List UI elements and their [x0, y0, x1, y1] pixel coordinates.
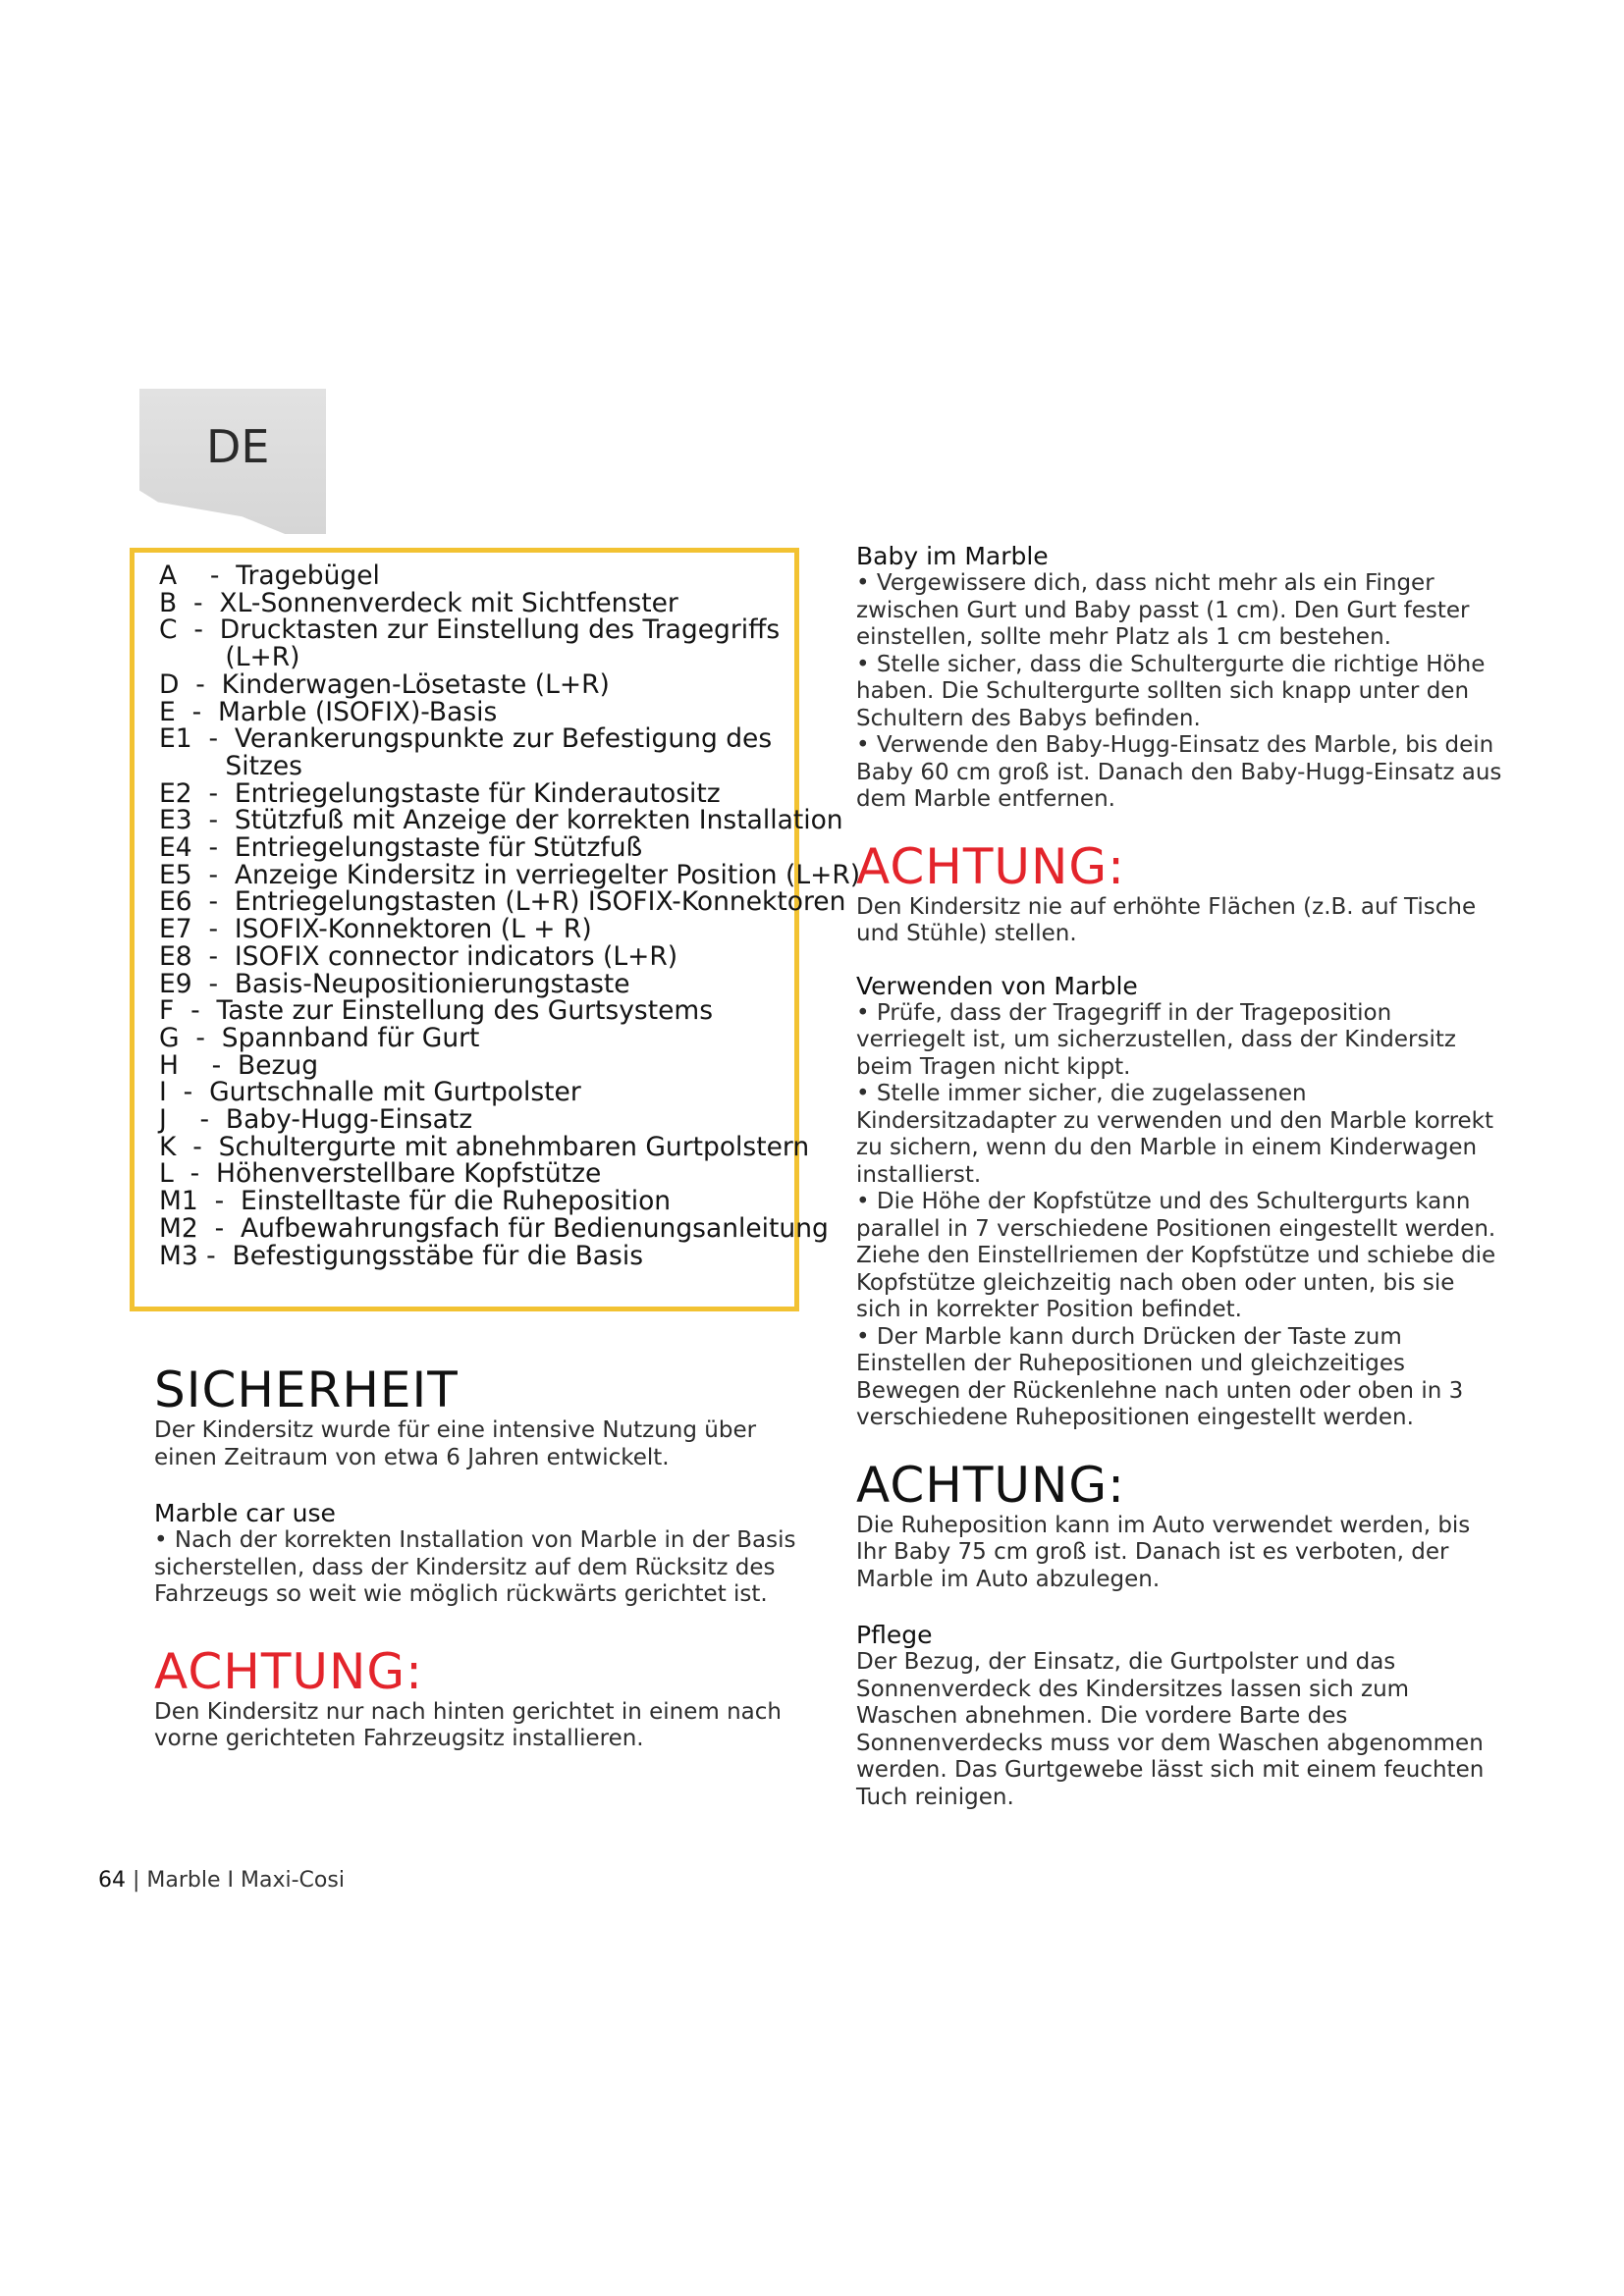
footer-separator: | — [133, 1868, 140, 1893]
parts-list-item: I - Gurtschnalle mit Gurtpolster — [159, 1077, 581, 1108]
parts-list-item: (L+R) — [159, 642, 300, 673]
parts-list-item: G - Spannband für Gurt — [159, 1022, 480, 1053]
baby-heading: Baby im Marble — [856, 542, 1049, 570]
parts-list-item: Sitzes — [159, 750, 302, 781]
parts-list-item: K - Schultergurte mit abnehmbaren Gurtpolstern — [159, 1131, 810, 1162]
warning-text-2: Die Ruheposition kann im Auto verwendet werden, bis Ihr Baby 75 cm groß ist. Danach ist es verboten, der Marble im Auto abzulegen. — [856, 1512, 1471, 1592]
warning-text-1: Den Kindersitz nie auf erhöhte Flächen (z.B. auf Tische und Stühle) stellen. — [856, 893, 1477, 946]
car-use-text: • Nach der korrekten Installation von Marble in der Basis sicherstellen, dass der Kindersitz auf dem Rücksitz des Fahrzeugs so weit wie möglich rückwärts gerichtet ist. — [154, 1527, 796, 1607]
parts-list-item: E8 - ISOFIX connector indicators (L+R) — [159, 940, 678, 972]
use-text — [856, 1000, 1504, 1432]
care-text: Der Bezug, der Einsatz, die Gurtpolster und das Sonnenverdeck des Kindersitzes lassen sich zum Waschen abnehmen. Die vordere Barte des Sonnenverdecks muss vor dem Waschen abgenommen werden. Das Gurtgewebe lässt sich mit einem feuchten Tuch reinigen. — [856, 1649, 1485, 1810]
warning-heading-2: ACHTUNG: — [856, 1456, 1125, 1514]
parts-list — [159, 561, 861, 1271]
parts-list-item: L - Höhenverstellbare Kopfstütze — [159, 1158, 602, 1190]
parts-list-item: E4 - Entriegelungstaste für Stützfuß — [159, 832, 643, 864]
use-bullet: • Prüfe, dass der Tragegriff in der Trageposition verriegelt ist, um sicherzustellen, dass der Kindersitz beim Tragen nicht kippt. — [856, 999, 1456, 1080]
use-bullet: • Der Marble kann durch Drücken der Taste zum Einstellen der Ruhepositionen und gleichzeitiges Bewegen der Rückenlehne nach unten oder oben in 3 verschiedene Ruhepositionen eingestellt werden. — [856, 1323, 1464, 1430]
safety-section — [154, 1362, 807, 1753]
baby-bullet: • Verwende den Baby-Hugg-Einsatz des Marble, bis dein Baby 60 cm groß ist. Danach den Baby-Hugg-Einsatz aus dem Marble entfernen. — [856, 732, 1502, 812]
page-number: 64 — [98, 1868, 126, 1893]
parts-list-item: F - Taste zur Einstellung des Gurtsystems — [159, 995, 714, 1027]
usage-column — [856, 542, 1504, 1811]
language-label: DE — [206, 420, 270, 473]
baby-bullet: • Vergewissere dich, dass nicht mehr als ein Finger zwischen Gurt und Baby passt (1 cm). Den Gurt fester einstellen, sollte mehr Platz als 1 cm bestehen. — [856, 570, 1470, 650]
parts-list-item: E5 - Anzeige Kindersitz in verriegelter Position (L+R) — [159, 859, 861, 890]
warning-heading-1: ACHTUNG: — [856, 837, 1125, 895]
parts-list-box — [130, 548, 861, 1311]
parts-list-item: B - XL-Sonnenverdeck mit Sichtfenster — [159, 587, 678, 618]
warning-heading: ACHTUNG: — [154, 1642, 423, 1700]
parts-list-item: E9 - Basis-Neupositionierungstaste — [159, 968, 630, 999]
parts-list-item: D - Kinderwagen-Lösetaste (L+R) — [159, 668, 610, 700]
care-heading: Pflege — [856, 1621, 933, 1649]
use-bullet: • Stelle immer sicher, die zugelassenen Kindersitzadapter zu verwenden und den Marble korrekt zu sichern, wenn du den Marble in einem Kinderwagen installierst. — [856, 1081, 1494, 1188]
use-bullet: • Die Höhe der Kopfstütze und des Schultergurts kann parallel in 7 verschiedene Positionen eingestellt werden. Ziehe den Einstellriemen der Kopfstütze und schiebe die Kopfstütze gleichzeitig nach oben oder unten, bis sie sich in korrekter Position befindet. — [856, 1189, 1496, 1322]
warning-text: Den Kindersitz nur nach hinten gerichtet in einem nach vorne gerichteten Fahrzeugsitz installieren. — [154, 1698, 782, 1751]
safety-intro: Der Kindersitz wurde für eine intensive Nutzung über einen Zeitraum von etwa 6 Jahren entwickelt. — [154, 1417, 757, 1470]
parts-list-item: M3 - Befestigungsstäbe für die Basis — [159, 1240, 644, 1271]
parts-list-item: M1 - Einstelltaste für die Ruheposition — [159, 1186, 672, 1217]
page-footer — [98, 1868, 345, 1893]
car-use-heading: Marble car use — [154, 1499, 336, 1527]
parts-list-item: E6 - Entriegelungstasten (L+R) ISOFIX-Konnektoren — [159, 886, 846, 918]
parts-list-item: C - Drucktasten zur Einstellung des Tragegriffs — [159, 614, 781, 646]
safety-heading: SICHERHEIT — [154, 1362, 459, 1418]
parts-list-item: E2 - Entriegelungstaste für Kinderautositz — [159, 777, 721, 809]
use-heading: Verwenden von Marble — [856, 971, 1138, 1000]
parts-list-item: E1 - Verankerungspunkte zur Befestigung des — [159, 723, 773, 755]
parts-list-item: E7 - ISOFIX-Konnektoren (L + R) — [159, 914, 592, 945]
baby-text — [856, 570, 1504, 814]
baby-bullet: • Stelle sicher, dass die Schultergurte die richtige Höhe haben. Die Schultergurte sollten sich knapp unter den Schultern des Babys befinden. — [856, 651, 1486, 731]
footer-text: Marble I Maxi-Cosi — [146, 1868, 345, 1893]
parts-list-item: M2 - Aufbewahrungsfach für Bedienungsanleitung — [159, 1212, 829, 1244]
parts-list-item: H - Bezug — [159, 1049, 319, 1081]
parts-list-item: E - Marble (ISOFIX)-Basis — [159, 696, 498, 727]
parts-list-item: J - Baby-Hugg-Einsatz — [159, 1104, 473, 1136]
parts-list-item: A - Tragebügel — [159, 561, 380, 591]
parts-list-item: E3 - Stützfuß mit Anzeige der korrekten Installation — [159, 805, 843, 836]
